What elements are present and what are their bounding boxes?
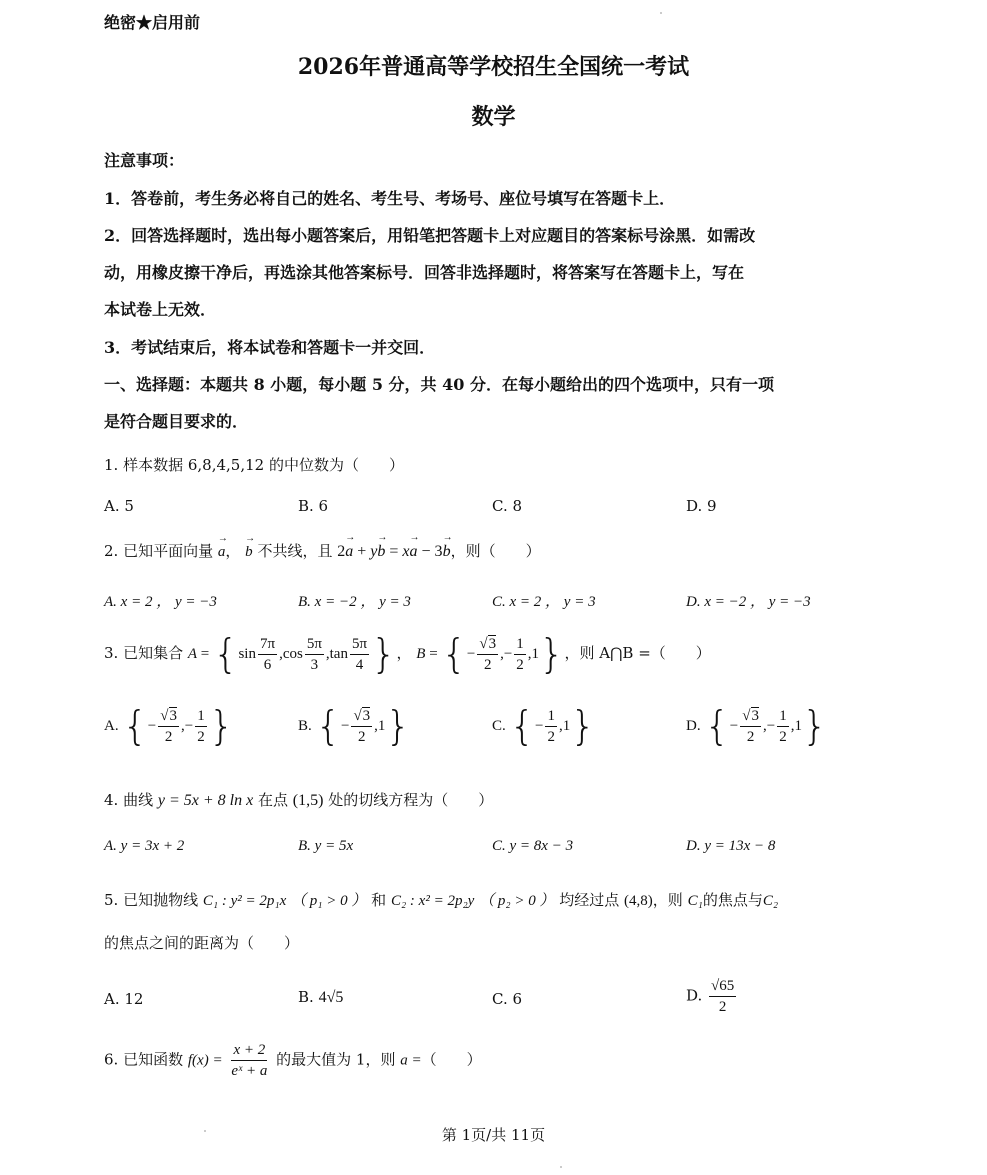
q5-point: (4,8) [624, 893, 653, 909]
q3-option-d: D. {− $\frac{√3}{2}$ ,− $\frac{1}{2}$ ,1} [686, 703, 828, 750]
question-3-stem: 3. 已知集合 A = {sin $\frac{7\pi}{6}$ ,cos $\frac{5\pi}{3}$ ,tan $\frac{5\pi}{4}$ }， B = {− $\frac{√3}{2}$ ,− $\frac{1}{2}$ ,1}，则 A⋂B =（ ） [104, 631, 711, 678]
question-4-stem [104, 789, 493, 810]
q4-point: (1,5) [292, 792, 324, 809]
vector-b: → b [245, 544, 253, 561]
q5-option-c: C. 6 [492, 990, 523, 1008]
exam-subject: 数学 [471, 104, 516, 130]
q4-option-d: D. y = 13x − 8 [686, 838, 776, 854]
notes-title: 注意事项： [104, 151, 185, 170]
scan-speck [560, 1166, 562, 1168]
q5-option-d: D. $\frac{√65}{2}$ [686, 978, 735, 1015]
set-b: B = {− $\frac{√3}{2}$ ,− $\frac{1}{2}$ ,1} [416, 631, 565, 678]
q4-option-b: B. y = 5x [298, 838, 354, 854]
note-2-line-3: 本试卷上无效． [104, 300, 217, 319]
q5-c1-short: C₁ [687, 893, 703, 909]
question-5-line-2: 的焦点之间的距离为（ ） [104, 934, 300, 952]
question-6-stem [104, 1040, 482, 1081]
q6-numerator: x + 2 [231, 1040, 267, 1061]
q4-suffix: 处的切线方程为（ ） [328, 791, 494, 809]
q5-c1: C₁ : y² = 2p₁x [202, 893, 287, 909]
q1-option-c: C. 8 [492, 497, 523, 515]
section-1-line-2: 是符合题目要求的． [104, 412, 249, 431]
note-2-line-2: 动，用橡皮擦干净后，再选涂其他答案标号．回答非选择题时，将答案写在答题卡上，写在 [104, 263, 745, 282]
q4-mid: 在点 [258, 791, 289, 809]
scan-speck [660, 12, 662, 14]
q5-and: 和 [371, 891, 387, 909]
question-1-stem: 1. 样本数据 6,8,4,5,12 的中位数为（ ） [104, 456, 404, 474]
q4-prefix: 4. 曲线 [104, 791, 154, 809]
set-a: A = {sin $\frac{7\pi}{6}$ ,cos $\frac{5\pi}{3}$ ,tan $\frac{5\pi}{4}$ } [187, 631, 397, 678]
q5-c1-condition: （ p₁ > 0 ） [291, 893, 367, 909]
q1-option-b: B. 6 [298, 497, 329, 515]
q2-mid2: 不共线，且 [257, 542, 333, 560]
note-3: 3．考试结束后，将本试卷和答题卡一并交回． [104, 338, 436, 357]
q3-suffix: ，则 A⋂B =（ ） [564, 643, 711, 662]
question-5-stem [104, 889, 778, 910]
exam-title: 2026年普通高等学校招生全国统一考试 [297, 54, 690, 80]
q5-option-b: B. 4√5 [298, 988, 344, 1006]
q2-option-a: A. x = 2 ， y = −3 [104, 594, 217, 610]
q6-mid: 的最大值为 1，则 [276, 1050, 396, 1069]
note-2-line-1: 2．回答选择题时，选出每小题答案后，用铅笔把答题卡上对应题目的答案标号涂黑．如需改 [104, 226, 756, 245]
q5-c2-short: C₂ [762, 893, 779, 909]
q5-mid: 均经过点 [559, 891, 620, 909]
q5-c2-condition: （ p₂ > 0 ） [479, 893, 555, 909]
q1-option-a: A. 5 [104, 497, 134, 515]
q6-denominator: eˣ + a [231, 1063, 268, 1079]
vector-a: → a [218, 544, 226, 561]
q6-suffix: （ ） [421, 1050, 482, 1069]
q2-equation: 2→ a + y→ b = x→ a − 3→ b [337, 543, 450, 560]
question-2-stem [104, 540, 541, 561]
q2-mid1: ， [225, 542, 241, 560]
q2-suffix: ，则（ ） [450, 542, 541, 560]
q4-option-a: A. y = 3x + 2 [104, 838, 185, 854]
q5-tail2: 的焦点与 [702, 891, 763, 909]
q4-curve: y = 5x + 8 ln x [157, 792, 254, 809]
q5-option-a: A. 12 [104, 990, 144, 1008]
q3-option-b: B. {− $\frac{√3}{2}$ ,1} [298, 703, 411, 750]
q5-c2: C₂ : x² = 2p₂y [390, 893, 475, 909]
q5-tail: ，则 [652, 891, 683, 909]
section-1-line-1: 一、选择题：本题共 8 小题，每小题 5 分，共 40 分．在每小题给出的四个选项中，只有一项 [104, 375, 774, 394]
q6-fx: f(x) = [187, 1052, 223, 1069]
q2-option-b: B. x = −2 ， y = 3 [298, 594, 411, 610]
q1-option-d: D. 9 [686, 497, 717, 515]
q2-option-c: C. x = 2 ， y = 3 [492, 594, 596, 610]
q2-option-d: D. x = −2 ， y = −3 [686, 594, 811, 610]
q6-var: a = [400, 1052, 422, 1069]
q5-prefix: 5. 已知抛物线 [104, 891, 199, 909]
scan-speck [204, 1130, 206, 1132]
page-footer: 第 1页/共 11页 [441, 1126, 546, 1144]
q3-prefix: 3. 已知集合 [104, 643, 184, 662]
q4-option-c: C. y = 8x − 3 [492, 838, 574, 854]
q2-prefix: 2. 已知平面向量 [104, 542, 214, 560]
note-1: 1．答卷前，考生务必将自己的姓名、考生号、考场号、座位号填写在答题卡上． [104, 189, 676, 208]
q3-option-a: A. {− $\frac{√3}{2}$ ,− $\frac{1}{2}$ } [104, 703, 235, 750]
q3-option-c: C. {− $\frac{1}{2}$ ,1} [492, 703, 596, 750]
q6-prefix: 6. 已知函数 [104, 1050, 184, 1069]
secret-label: 绝密★启用前 [104, 13, 201, 32]
